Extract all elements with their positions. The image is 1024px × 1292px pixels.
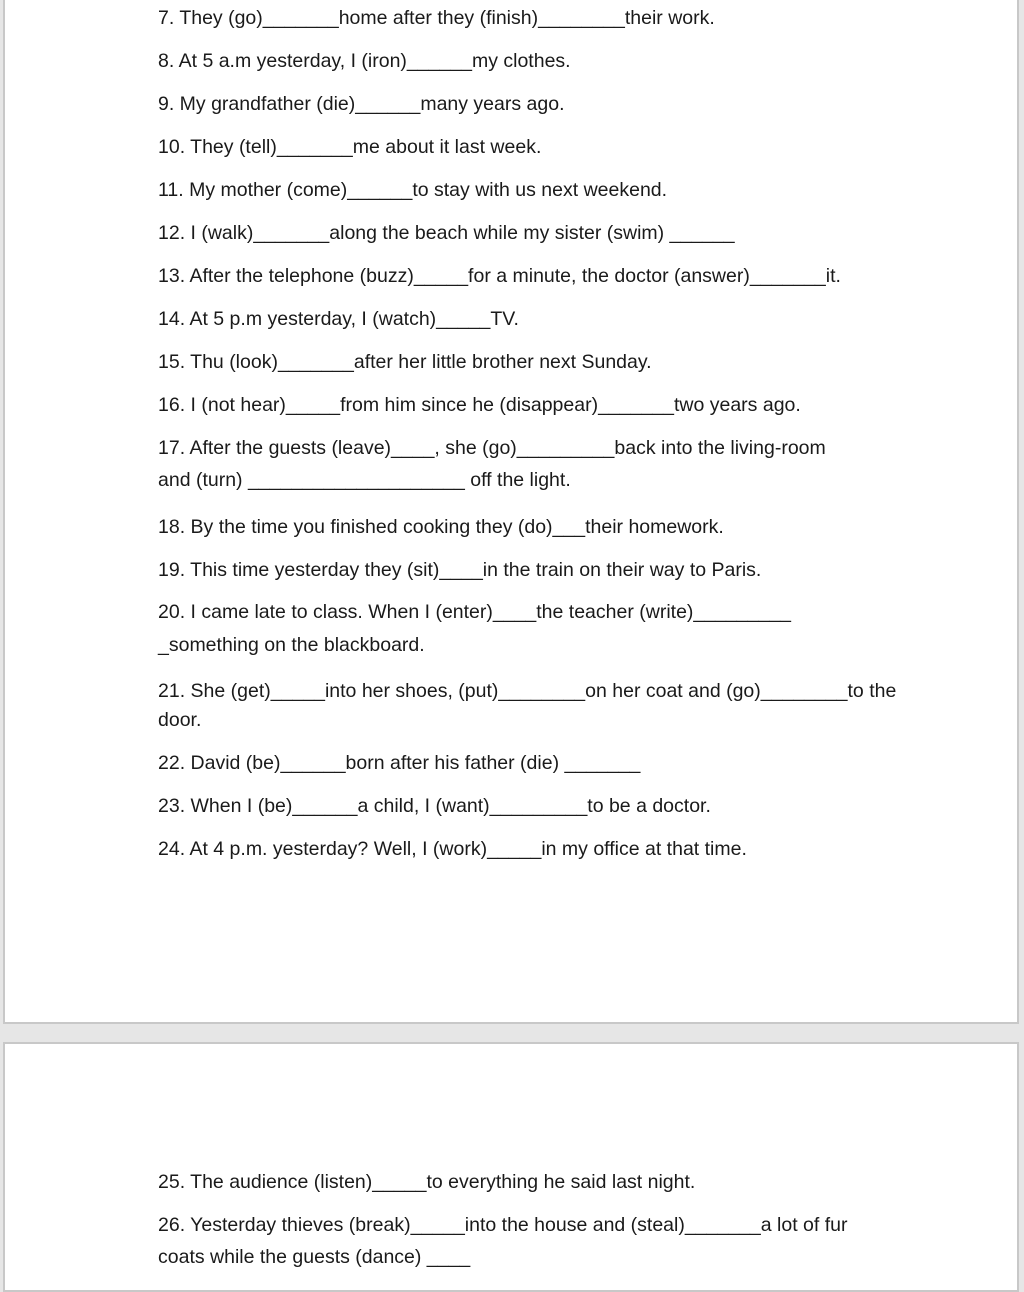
exercise-20-line-1: 20. I came late to class. When I (enter)____the teacher (write)_________ [158,601,792,623]
exercise-8: 8. At 5 a.m yesterday, I (iron)______my clothes. [158,50,571,72]
exercise-20-line-2: _something on the blackboard. [158,634,425,656]
exercise-21-line-1: 21. She (get)_____into her shoes, (put)________on her coat and (go)________to the [158,680,897,702]
exercise-9: 9. My grandfather (die)______many years ago. [158,93,565,115]
exercise-11: 11. My mother (come)______to stay with us next weekend. [158,179,668,201]
exercise-19: 19. This time yesterday they (sit)____in the train on their way to Paris. [158,559,762,581]
exercise-21-line-2: door. [158,709,202,731]
exercise-14: 14. At 5 p.m yesterday, I (watch)_____TV. [158,308,519,330]
exercise-26-line-1: 26. Yesterday thieves (break)_____into the house and (steal)_______a lot of fur [158,1214,848,1236]
exercise-12: 12. I (walk)_______along the beach while my sister (swim) ______ [158,222,735,244]
exercise-18: 18. By the time you finished cooking they (do)___their homework. [158,516,724,538]
exercise-25: 25. The audience (listen)_____to everything he said last night. [158,1171,696,1193]
exercise-26-line-2: coats while the guests (dance) ____ [158,1246,471,1268]
exercise-22: 22. David (be)______born after his father (die) _______ [158,752,641,774]
exercise-17-line-1: 17. After the guests (leave)____, she (go)_________back into the living-room [158,437,826,459]
exercise-7: 7. They (go)_______home after they (finish)________their work. [158,7,715,29]
worksheet-page-1 [3,0,1019,1024]
worksheet-page-2 [3,1042,1019,1292]
exercise-15: 15. Thu (look)_______after her little brother next Sunday. [158,351,652,373]
exercise-23: 23. When I (be)______a child, I (want)_________to be a doctor. [158,795,711,817]
exercise-16: 16. I (not hear)_____from him since he (disappear)_______two years ago. [158,394,801,416]
exercise-13: 13. After the telephone (buzz)_____for a minute, the doctor (answer)_______it. [158,265,841,287]
exercise-10: 10. They (tell)_______me about it last week. [158,136,542,158]
exercise-17-line-2: and (turn) ____________________ off the light. [158,469,571,491]
exercise-24: 24. At 4 p.m. yesterday? Well, I (work)_____in my office at that time. [158,838,747,860]
